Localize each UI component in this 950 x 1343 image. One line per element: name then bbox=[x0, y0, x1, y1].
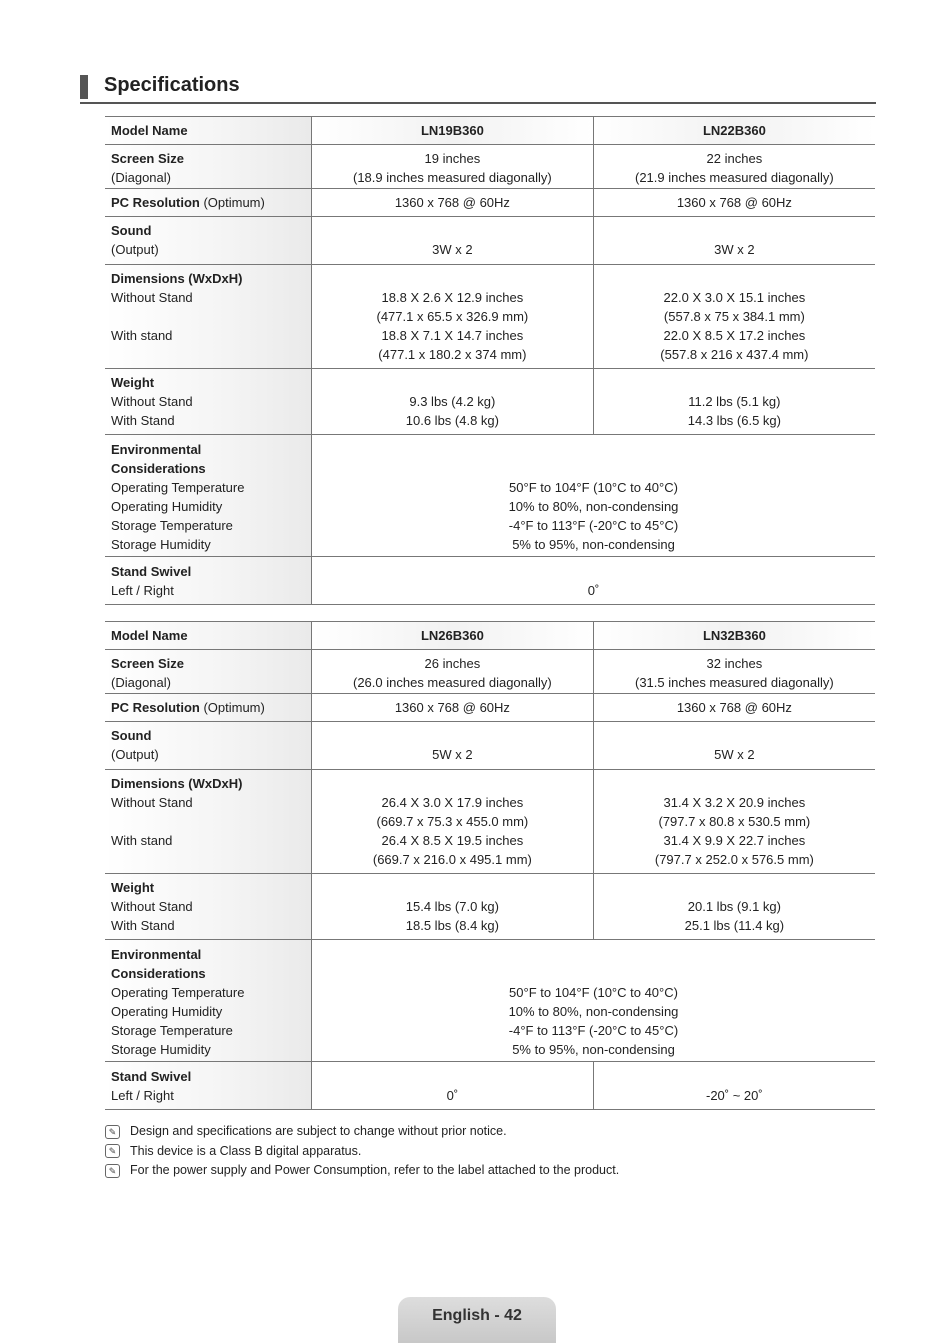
page-footer bbox=[398, 1297, 556, 1343]
swivel-label: Stand Swivel Left / Right bbox=[105, 1062, 312, 1110]
sound-2: 3W x 2 bbox=[593, 217, 875, 265]
sound-label: Sound (Output) bbox=[105, 217, 312, 265]
pc-resolution-label: PC Resolution (Optimum) bbox=[105, 189, 312, 217]
pc-resolution-1: 1360 x 768 @ 60Hz bbox=[312, 189, 594, 217]
sound-1: 3W x 2 bbox=[312, 217, 594, 265]
dimensions-2: 22.0 X 3.0 X 15.1 inches (557.8 x 75 x 384.1 mm) 22.0 X 8.5 X 17.2 inches (557.8 x 216 x 437.4 mm) bbox=[593, 265, 875, 369]
model-name-4: LN32B360 bbox=[593, 622, 875, 650]
screen-size-3: 26 inches (26.0 inches measured diagonally) bbox=[312, 650, 594, 694]
environment-values: 50°F to 104°F (10°C to 40°C) 10% to 80%, non-condensing -4°F to 113°F (-20°C to 45°C) 5% to 95%, non-condensing bbox=[312, 435, 876, 557]
swivel-value: 0˚ bbox=[312, 557, 876, 605]
pc-resolution-2: 1360 x 768 @ 60Hz bbox=[593, 189, 875, 217]
model-name-label: Model Name bbox=[105, 117, 312, 145]
model-name-2: LN22B360 bbox=[593, 117, 875, 145]
weight-label: Weight Without Stand With Stand bbox=[105, 874, 312, 940]
dimensions-label: Dimensions (WxDxH) Without Stand With stand bbox=[105, 265, 312, 369]
model-name-1: LN19B360 bbox=[312, 117, 594, 145]
dimensions-3: 26.4 X 3.0 X 17.9 inches (669.7 x 75.3 x 455.0 mm) 26.4 X 8.5 X 19.5 inches (669.7 x 216.0 x 495.1 mm) bbox=[312, 770, 594, 874]
screen-size-label: Screen Size (Diagonal) bbox=[105, 650, 312, 694]
spec-table-2 bbox=[105, 621, 875, 1110]
notes bbox=[105, 1122, 619, 1181]
swivel-label: Stand Swivel Left / Right bbox=[105, 557, 312, 605]
section-header bbox=[80, 72, 876, 104]
header-bar bbox=[80, 75, 88, 99]
model-name-3: LN26B360 bbox=[312, 622, 594, 650]
note-item: ✎ This device is a Class B digital apparatus. bbox=[105, 1142, 619, 1162]
page-title: Specifications bbox=[104, 74, 240, 96]
dimensions-label: Dimensions (WxDxH) Without Stand With stand bbox=[105, 770, 312, 874]
note-icon: ✎ bbox=[105, 1125, 120, 1139]
swivel-3: 0˚ bbox=[312, 1062, 594, 1110]
pc-resolution-label: PC Resolution (Optimum) bbox=[105, 694, 312, 722]
weight-2: 11.2 lbs (5.1 kg) 14.3 lbs (6.5 kg) bbox=[593, 369, 875, 435]
dimensions-1: 18.8 X 2.6 X 12.9 inches (477.1 x 65.5 x 326.9 mm) 18.8 X 7.1 X 14.7 inches (477.1 x 180.2 x 374 mm) bbox=[312, 265, 594, 369]
swivel-4: -20˚ ~ 20˚ bbox=[593, 1062, 875, 1110]
note-icon: ✎ bbox=[105, 1164, 120, 1178]
screen-size-label: Screen Size (Diagonal) bbox=[105, 145, 312, 189]
page-number: English - 42 bbox=[432, 1307, 522, 1324]
weight-3: 15.4 lbs (7.0 kg) 18.5 lbs (8.4 kg) bbox=[312, 874, 594, 940]
pc-resolution-3: 1360 x 768 @ 60Hz bbox=[312, 694, 594, 722]
weight-4: 20.1 lbs (9.1 kg) 25.1 lbs (11.4 kg) bbox=[593, 874, 875, 940]
environment-values: 50°F to 104°F (10°C to 40°C) 10% to 80%, non-condensing -4°F to 113°F (-20°C to 45°C) 5% to 95%, non-condensing bbox=[312, 940, 876, 1062]
pc-resolution-4: 1360 x 768 @ 60Hz bbox=[593, 694, 875, 722]
spec-table-1 bbox=[105, 116, 875, 605]
environment-label: Environmental Considerations Operating Temperature Operating Humidity Storage Temperature Storage Humidity bbox=[105, 940, 312, 1062]
note-item: ✎ For the power supply and Power Consumption, refer to the label attached to the product. bbox=[105, 1161, 619, 1181]
weight-1: 9.3 lbs (4.2 kg) 10.6 lbs (4.8 kg) bbox=[312, 369, 594, 435]
note-item: ✎ Design and specifications are subject to change without prior notice. bbox=[105, 1122, 619, 1142]
environment-label: Environmental Considerations Operating Temperature Operating Humidity Storage Temperature Storage Humidity bbox=[105, 435, 312, 557]
weight-label: Weight Without Stand With Stand bbox=[105, 369, 312, 435]
sound-4: 5W x 2 bbox=[593, 722, 875, 770]
dimensions-4: 31.4 X 3.2 X 20.9 inches (797.7 x 80.8 x 530.5 mm) 31.4 X 9.9 X 22.7 inches (797.7 x 252.0 x 576.5 mm) bbox=[593, 770, 875, 874]
screen-size-2: 22 inches (21.9 inches measured diagonally) bbox=[593, 145, 875, 189]
note-icon: ✎ bbox=[105, 1144, 120, 1158]
screen-size-4: 32 inches (31.5 inches measured diagonally) bbox=[593, 650, 875, 694]
model-name-label: Model Name bbox=[105, 622, 312, 650]
sound-label: Sound (Output) bbox=[105, 722, 312, 770]
sound-3: 5W x 2 bbox=[312, 722, 594, 770]
screen-size-1: 19 inches (18.9 inches measured diagonally) bbox=[312, 145, 594, 189]
